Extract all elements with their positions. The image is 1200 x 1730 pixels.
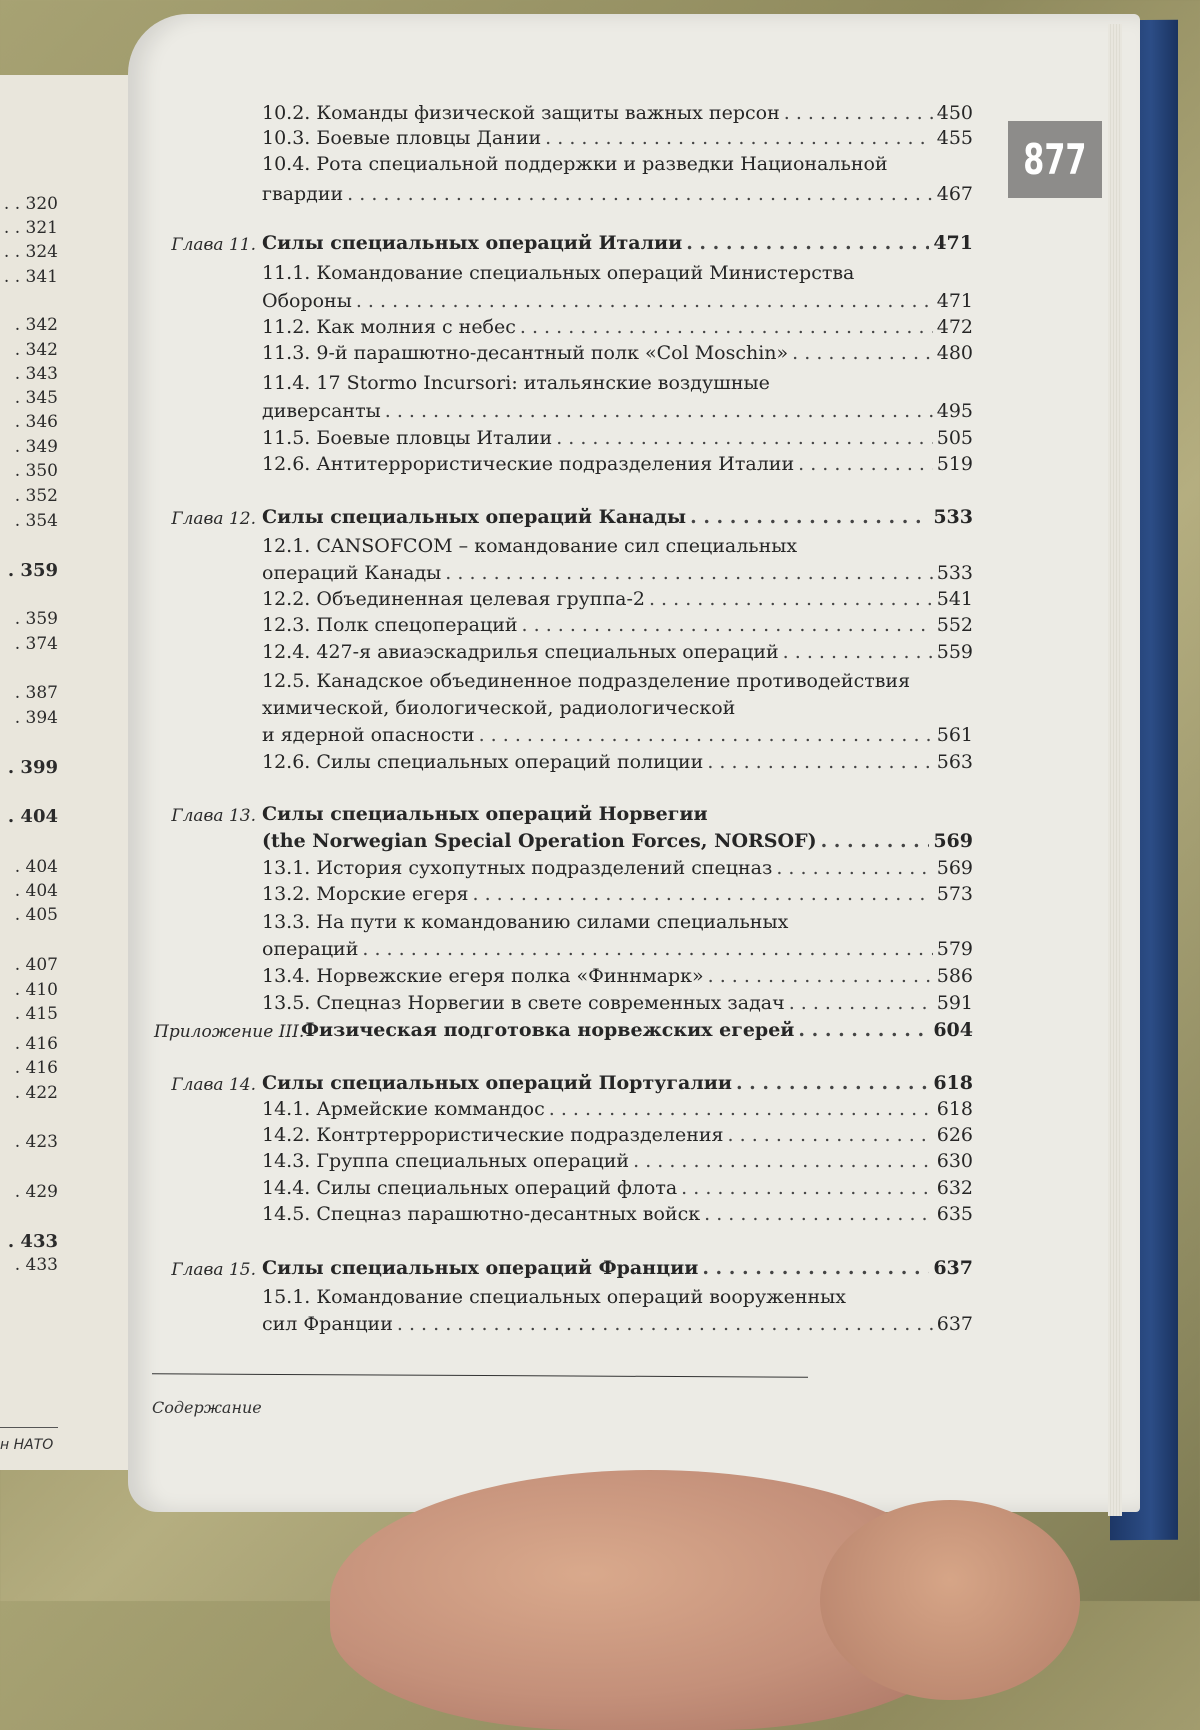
toc-entry-title: Обороны (262, 290, 352, 312)
toc-leader-dots (821, 830, 930, 852)
toc-entry[interactable] (262, 102, 973, 124)
toc-entry[interactable] (262, 427, 973, 449)
left-page-number: . 394 (14, 708, 58, 728)
toc-entry[interactable] (262, 316, 973, 338)
toc-entry-title: Силы специальных операций Норвегии (262, 803, 708, 825)
toc-entry-title: 14.1. Армейские коммандос (262, 1098, 545, 1120)
toc-page-number: 573 (936, 883, 973, 905)
toc-leader-dots (736, 1072, 929, 1094)
left-page-number: . . 341 (3, 267, 58, 287)
toc-chapter[interactable] (262, 506, 973, 528)
left-page-number: . 343 (14, 364, 58, 384)
left-page-number: . 350 (14, 461, 58, 481)
left-page-number: . 422 (14, 1083, 58, 1103)
toc-page-number: 569 (933, 830, 973, 852)
toc-entry[interactable] (262, 562, 973, 584)
toc-entry[interactable] (262, 1124, 973, 1146)
left-page-number: . 342 (14, 340, 58, 360)
toc-entry-title: 12.6. Антитеррористические подразделения Италии (262, 453, 795, 475)
page-number: 877 (1023, 135, 1087, 184)
toc-entry-title: 11.4. 17 Stormo Incursori: итальянские воздушные (262, 372, 770, 394)
toc-entry-title: 10.2. Команды физической защиты важных персон (262, 102, 780, 124)
thumb (820, 1500, 1080, 1700)
toc-leader-dots (783, 641, 933, 663)
toc-chapter[interactable] (301, 1019, 973, 1041)
chapter-label: Глава 12. (171, 509, 256, 529)
toc-entry-title: 13.4. Норвежские егеря полка «Финнмарк» (262, 965, 704, 987)
toc-entry[interactable] (262, 1177, 973, 1199)
page-edges (1108, 24, 1122, 1516)
toc-page-number: 519 (936, 453, 973, 475)
toc-entry-title: 14.4. Силы специальных операций флота (262, 1177, 678, 1199)
toc-entry[interactable] (262, 724, 973, 746)
toc-entry-title: 12.1. CANSOFCOM – командование сил специальных (262, 535, 798, 557)
toc-entry[interactable] (262, 1313, 973, 1335)
toc-leader-dots (707, 751, 932, 773)
toc-entry-title: диверсанты (262, 400, 381, 422)
toc-entry-title: (the Norwegian Special Operation Forces, NORSOF) (262, 830, 817, 852)
toc-entry-title: Силы специальных операций Канады (262, 506, 687, 528)
left-page-number: . 429 (14, 1182, 58, 1202)
toc-page-number: 579 (936, 938, 973, 960)
left-page-number: . 405 (14, 905, 58, 925)
page-number-badge (1008, 121, 1102, 198)
left-page-number: . 354 (14, 511, 58, 531)
toc-leader-dots (690, 506, 929, 528)
toc-page-number: 505 (936, 427, 973, 449)
toc-leader-dots (728, 1124, 933, 1146)
toc-leader-dots (479, 724, 933, 746)
toc-entry-title: 14.5. Спецназ парашютно-десантных войск (262, 1203, 701, 1225)
toc-entry[interactable] (262, 965, 973, 987)
toc-entry-title: Силы специальных операций Португалии (262, 1072, 732, 1094)
toc-entry[interactable] (262, 453, 973, 475)
toc-leader-dots (649, 588, 933, 610)
toc-entry[interactable] (262, 614, 973, 636)
left-page-number: . 416 (14, 1034, 58, 1054)
toc-entry[interactable] (262, 588, 973, 610)
left-page-number: . 346 (14, 412, 58, 432)
left-page-number: . 352 (14, 486, 58, 506)
toc-page-number: 533 (933, 506, 973, 528)
toc-leader-dots (397, 1313, 933, 1335)
toc-leader-dots (473, 883, 933, 905)
left-page-number: . 349 (14, 437, 58, 457)
toc-page-number: 559 (936, 641, 973, 663)
toc-entry[interactable] (262, 290, 973, 312)
left-page-number: . 407 (14, 955, 58, 975)
left-page-number: . . 320 (3, 194, 58, 214)
toc-chapter[interactable] (262, 803, 973, 825)
toc-leader-dots (347, 183, 933, 205)
toc-entry-title: 13.5. Спецназ Норвегии в свете современных задач (262, 992, 785, 1014)
toc-entry-title: 10.4. Рота специальной поддержки и разведки Национальной (262, 153, 888, 175)
toc-entry[interactable] (262, 1203, 973, 1225)
toc-entry-title: 15.1. Командование специальных операций вооруженных (262, 1286, 847, 1308)
toc-leader-dots (681, 1177, 933, 1199)
toc-page-number: 618 (936, 1098, 973, 1120)
toc-page-number: 541 (936, 588, 973, 610)
toc-chapter[interactable] (262, 1257, 973, 1279)
toc-entry[interactable] (262, 342, 973, 364)
toc-entry[interactable] (262, 262, 973, 284)
toc-leader-dots (385, 400, 933, 422)
toc-page-number: 626 (936, 1124, 973, 1146)
toc-page-number: 569 (936, 857, 973, 879)
left-page-number: . 359 (7, 560, 58, 581)
toc-leader-dots (686, 232, 929, 254)
toc-page-number: 552 (936, 614, 973, 636)
left-page-number: . 416 (14, 1058, 58, 1078)
toc-entry-title: операций Канады (262, 562, 442, 584)
toc-entry-title: гвардии (262, 183, 344, 205)
left-page-number: . . 324 (3, 242, 58, 262)
chapter-label: Глава 11. (171, 235, 256, 255)
toc-chapter[interactable] (262, 232, 973, 254)
toc-entry-title: Силы специальных операций Италии (262, 232, 683, 254)
left-page-number: . 404 (14, 857, 58, 877)
toc-entry[interactable] (262, 670, 973, 692)
toc-entry[interactable] (262, 372, 973, 394)
toc-leader-dots (798, 1019, 929, 1041)
chapter-label: Приложение III. (154, 1022, 305, 1042)
toc-entry-title: 12.2. Объединенная целевая группа-2 (262, 588, 645, 610)
left-page-number: . 410 (14, 980, 58, 1000)
toc-page-number: 467 (936, 183, 973, 205)
left-page-number: . 342 (14, 315, 58, 335)
toc-entry-title: 12.6. Силы специальных операций полиции (262, 751, 704, 773)
toc-page-number: 480 (936, 342, 973, 364)
toc-entry[interactable] (262, 1150, 973, 1172)
toc-entry-title: 13.2. Морские егеря (262, 883, 469, 905)
running-footer: Содержание (152, 1398, 262, 1417)
toc-page-number: 450 (936, 102, 973, 124)
left-footer-text: н НАТО (0, 1437, 54, 1453)
toc-entry[interactable] (262, 857, 973, 879)
left-page-number: . 404 (14, 881, 58, 901)
left-page-number: . 387 (14, 683, 58, 703)
toc-entry[interactable] (262, 1098, 973, 1120)
toc-page-number: 471 (936, 290, 973, 312)
toc-page-number: 632 (936, 1177, 973, 1199)
left-page-number: . 345 (14, 388, 58, 408)
toc-entry-title: 12.5. Канадское объединенное подразделение противодействия (262, 670, 911, 692)
toc-entry-title: 14.3. Группа специальных операций (262, 1150, 630, 1172)
toc-entry-title: 12.4. 427-я авиаэскадрилья специальных операций (262, 641, 779, 663)
left-page-number: . 423 (14, 1132, 58, 1152)
toc-leader-dots (798, 453, 933, 475)
toc-leader-dots (445, 562, 932, 584)
toc-leader-dots (776, 857, 932, 879)
left-page-number: . 359 (14, 609, 58, 629)
left-page-number: . 374 (14, 634, 58, 654)
toc-entry[interactable] (262, 992, 973, 1014)
toc-leader-dots (520, 316, 933, 338)
toc-page-number: 637 (933, 1257, 973, 1279)
toc-entry-title: 14.2. Контртеррористические подразделения (262, 1124, 724, 1146)
toc-leader-dots (633, 1150, 933, 1172)
toc-entry[interactable] (262, 641, 973, 663)
toc-leader-dots (522, 614, 933, 636)
toc-page-number: 630 (936, 1150, 973, 1172)
toc-entry-title: 10.3. Боевые пловцы Дании (262, 127, 542, 149)
toc-page-number: 455 (936, 127, 973, 149)
toc-chapter[interactable] (262, 1072, 973, 1094)
left-page-number: . 399 (7, 757, 58, 778)
toc-page-number: 591 (936, 992, 973, 1014)
toc-entry-title: химической, биологической, радиологической (262, 697, 736, 719)
chapter-label: Глава 14. (171, 1075, 256, 1095)
left-page-number: . 415 (14, 1004, 58, 1024)
toc-leader-dots (784, 102, 933, 124)
toc-page-number: 533 (936, 562, 973, 584)
toc-entry-title: 11.1. Командование специальных операций Министерства (262, 262, 855, 284)
chapter-label: Глава 13. (171, 806, 256, 826)
toc-entry[interactable] (262, 883, 973, 905)
toc-entry-title: 11.5. Боевые пловцы Италии (262, 427, 553, 449)
toc-entry-title: 11.2. Как молния с небес (262, 316, 516, 338)
toc-page-number: 604 (933, 1019, 973, 1041)
toc-leader-dots (356, 290, 933, 312)
toc-entry-title: 11.3. 9-й парашютно-десантный полк «Col Moschin» (262, 342, 789, 364)
toc-entry-title: сил Франции (262, 1313, 393, 1335)
toc-entry-title: и ядерной опасности (262, 724, 475, 746)
left-page-number: . 433 (14, 1255, 58, 1275)
toc-page-number: 586 (936, 965, 973, 987)
toc-leader-dots (708, 965, 933, 987)
toc-entry[interactable] (262, 183, 973, 205)
toc-entry[interactable] (262, 751, 973, 773)
toc-page-number: 471 (933, 232, 973, 254)
left-page-number: . . 321 (3, 218, 58, 238)
toc-entry[interactable] (262, 697, 973, 719)
toc-page-number: 472 (936, 316, 973, 338)
toc-leader-dots (792, 342, 933, 364)
toc-entry-title: Физическая подготовка норвежских егерей (301, 1019, 795, 1041)
toc-entry[interactable] (262, 911, 973, 933)
toc-page-number: 495 (936, 400, 973, 422)
toc-entry[interactable] (262, 400, 973, 422)
toc-page-number: 637 (936, 1313, 973, 1335)
toc-leader-dots (362, 938, 932, 960)
toc-leader-dots (702, 1257, 929, 1279)
toc-page-number: 618 (933, 1072, 973, 1094)
toc-entry[interactable] (262, 1286, 973, 1308)
toc-entry[interactable] (262, 153, 973, 175)
toc-page-number: 635 (936, 1203, 973, 1225)
toc-entry-title: операций (262, 938, 359, 960)
toc-entry-title: 12.3. Полк спецопераций (262, 614, 518, 636)
toc-entry-title: 13.3. На пути к командованию силами специальных (262, 911, 789, 933)
toc-leader-dots (789, 992, 933, 1014)
left-footer-rule (0, 1427, 58, 1428)
chapter-label: Глава 15. (171, 1260, 256, 1280)
toc-leader-dots (704, 1203, 933, 1225)
toc-leader-dots (545, 127, 933, 149)
toc-entry[interactable] (262, 535, 973, 557)
toc-leader-dots (549, 1098, 933, 1120)
left-page-number: . 404 (7, 806, 58, 827)
toc-entry[interactable] (262, 938, 973, 960)
toc-page-number: 561 (936, 724, 973, 746)
toc-entry-title: 13.1. История сухопутных подразделений спецназ (262, 857, 773, 879)
toc-entry-title: Силы специальных операций Франции (262, 1257, 699, 1279)
toc-page-number: 563 (936, 751, 973, 773)
toc-leader-dots (556, 427, 933, 449)
toc-entry[interactable] (262, 830, 973, 852)
left-page-number: . 433 (7, 1231, 58, 1252)
toc-entry[interactable] (262, 127, 973, 149)
